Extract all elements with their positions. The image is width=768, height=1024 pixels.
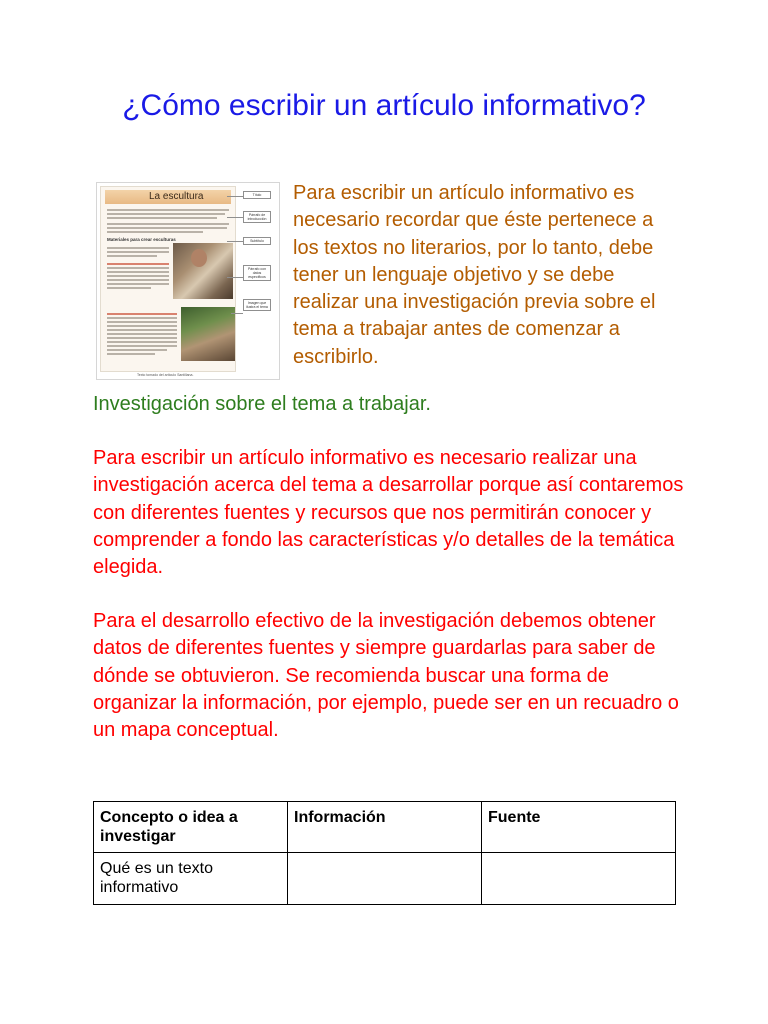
- figure-text-line: [107, 283, 169, 285]
- figure-text-line: [107, 255, 157, 257]
- figure-text-line: [107, 337, 177, 339]
- figure-text-line: [107, 279, 169, 281]
- figure-text-line: [107, 247, 169, 249]
- figure-text-line: [107, 213, 225, 215]
- figure-arrow: [227, 277, 243, 278]
- figure-text-line: [107, 227, 227, 229]
- section-subtitle: Investigación sobre el tema a trabajar.: [93, 393, 431, 415]
- figure-text-line: [107, 313, 177, 315]
- figure-caption: Texto tomado del artículo Santillana.: [137, 373, 194, 377]
- figure-label-box: Párrafo con datos específicos: [243, 265, 271, 281]
- figure-arrow: [227, 217, 243, 218]
- table-cell: [482, 853, 676, 905]
- table-cell: Qué es un texto informativo: [94, 853, 288, 905]
- figure-header-text: La escultura: [149, 191, 204, 202]
- page-title: ¿Cómo escribir un artículo informativo?: [122, 89, 646, 122]
- figure-text-line: [107, 353, 155, 355]
- figure-text-line: [107, 209, 229, 211]
- figure-text-line: [107, 333, 177, 335]
- figure-text-line: [107, 275, 169, 277]
- textbook-page-thumbnail: [100, 186, 236, 372]
- sculpture-photo: [181, 307, 235, 361]
- figure-label-box: Subtítulo: [243, 237, 271, 245]
- figure-text-line: [107, 217, 217, 219]
- figure-text-line: [107, 271, 169, 273]
- sculptor-photo: [173, 243, 233, 299]
- table-header-information: Información: [288, 802, 482, 853]
- figure-subhead: Materiales para crear esculturas: [107, 237, 176, 242]
- table-cell: [288, 853, 482, 905]
- figure-label-box: Párrafo de introducción: [243, 211, 271, 223]
- figure-text-line: [107, 341, 177, 343]
- figure-text-line: [107, 263, 169, 265]
- figure-text-line: [107, 251, 169, 253]
- figure-text-line: [107, 317, 177, 319]
- figure-text-line: [107, 287, 151, 289]
- table-header-source: Fuente: [482, 802, 676, 853]
- figure-label-box: Título: [243, 191, 271, 199]
- figure-arrow: [227, 241, 243, 242]
- figure-text-line: [107, 231, 203, 233]
- figure-text-line: [107, 325, 177, 327]
- figure-label-box: Imagen que ilustra el tema: [243, 299, 271, 311]
- table-header-row: [94, 802, 676, 853]
- body-paragraph: Para el desarrollo efectivo de la investigación debemos obtener datos de diferentes fuentes y siempre guardarlas para saber de dónde se obtuvieron. Se recomienda buscar una forma de organizar la información, por ejemplo, puede ser en un recuadro o un mapa conceptual.: [93, 610, 679, 742]
- body-paragraph: Para escribir un artículo informativo es necesario realizar una investigación acerca del tema a desarrollar porque así contaremos con diferentes fuentes y recursos que nos permitirán conocer y comprender a fondo las características y/o detalles de la temática elegida.: [93, 447, 684, 579]
- table-header-concept: Concepto o idea a investigar: [94, 802, 288, 853]
- figure-text-line: [107, 223, 229, 225]
- figure-text-line: [107, 349, 167, 351]
- research-table: [93, 801, 676, 905]
- table-row: [94, 853, 676, 905]
- article-example-image: [96, 182, 280, 380]
- figure-arrow: [227, 196, 243, 197]
- figure-text-line: [107, 329, 177, 331]
- figure-arrow: [231, 313, 243, 314]
- figure-header-band: [105, 190, 231, 204]
- figure-text-line: [107, 267, 169, 269]
- figure-text-line: [107, 345, 177, 347]
- figure-text-line: [107, 321, 177, 323]
- intro-paragraph: Para escribir un artículo informativo es necesario recordar que éste pertenece a los textos no literarios, por lo tanto, debe tener un lenguaje objetivo y se debe realizar una investigación previa sobre el tema a trabajar antes de comenzar a escribirlo.: [293, 182, 656, 368]
